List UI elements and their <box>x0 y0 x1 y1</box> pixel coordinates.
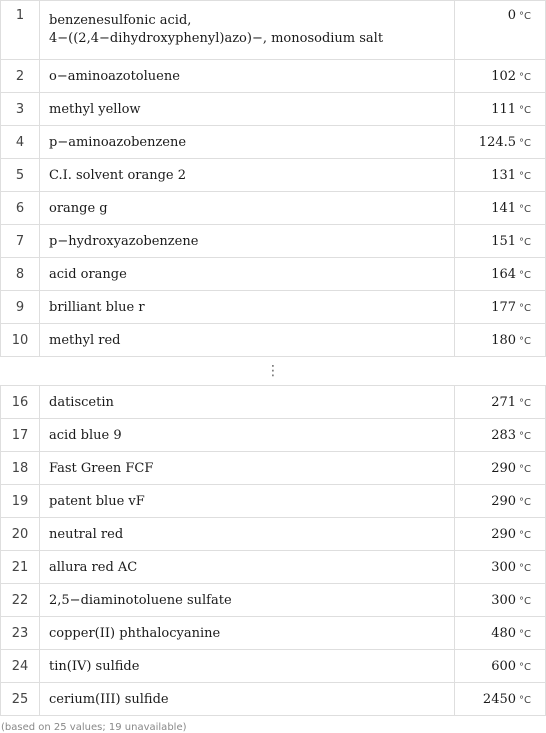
unit-label: °C <box>519 236 531 248</box>
unit-label: °C <box>519 595 531 607</box>
unit-label: °C <box>519 694 531 706</box>
unit-label: °C <box>519 269 531 281</box>
footnote: (based on 25 values; 19 unavailable) <box>1 722 187 733</box>
table-row <box>1 93 546 126</box>
value-number: 124.5 <box>478 134 517 150</box>
table-row <box>1 386 546 419</box>
compound-name: patent blue vF <box>40 485 455 518</box>
compound-name: acid blue 9 <box>40 419 455 452</box>
compound-name: copper(II) phthalocyanine <box>40 617 455 650</box>
value-number: 177 <box>491 299 517 315</box>
compound-name: p−aminoazobenzene <box>40 126 455 159</box>
value-cell <box>455 1 546 60</box>
value-cell <box>455 126 546 159</box>
value-number: 290 <box>491 526 517 542</box>
compound-name-line1: benzenesulfonic acid, <box>49 13 192 28</box>
value-cell <box>455 225 546 258</box>
value-cell <box>455 192 546 225</box>
table-row <box>1 518 546 551</box>
value-number: 111 <box>491 101 517 117</box>
value-number: 283 <box>491 427 517 443</box>
table-row <box>1 419 546 452</box>
row-index: 17 <box>1 419 40 452</box>
rows-omitted-ellipsis: ⋮ <box>266 363 280 379</box>
row-index: 25 <box>1 683 40 716</box>
table-row <box>1 126 546 159</box>
value-cell <box>455 617 546 650</box>
unit-label: °C <box>519 529 531 541</box>
table-row <box>1 324 546 357</box>
row-index: 20 <box>1 518 40 551</box>
value-cell <box>455 584 546 617</box>
value-number: 480 <box>491 625 517 641</box>
row-index: 5 <box>1 159 40 192</box>
value-cell <box>455 518 546 551</box>
table-row <box>1 650 546 683</box>
row-index: 7 <box>1 225 40 258</box>
value-number: 180 <box>491 332 517 348</box>
value-number: 600 <box>491 658 517 674</box>
value-cell <box>455 452 546 485</box>
value-cell <box>455 159 546 192</box>
table-row <box>1 60 546 93</box>
data-table-bottom <box>0 385 546 716</box>
value-number: 300 <box>491 592 517 608</box>
value-number: 290 <box>491 493 517 509</box>
value-cell <box>455 485 546 518</box>
compound-name: brilliant blue r <box>40 291 455 324</box>
unit-label: °C <box>519 71 531 83</box>
value-number: 141 <box>491 200 517 216</box>
row-index: 16 <box>1 386 40 419</box>
row-index: 9 <box>1 291 40 324</box>
value-cell <box>455 419 546 452</box>
table-row <box>1 551 546 584</box>
compound-name: datiscetin <box>40 386 455 419</box>
unit-label: °C <box>519 463 531 475</box>
unit-label: °C <box>519 335 531 347</box>
row-index: 18 <box>1 452 40 485</box>
row-index: 4 <box>1 126 40 159</box>
table-row <box>1 452 546 485</box>
compound-name: neutral red <box>40 518 455 551</box>
row-index: 23 <box>1 617 40 650</box>
compound-name: C.I. solvent orange 2 <box>40 159 455 192</box>
value-cell <box>455 683 546 716</box>
compound-name: acid orange <box>40 258 455 291</box>
value-cell <box>455 551 546 584</box>
value-cell <box>455 291 546 324</box>
row-index: 19 <box>1 485 40 518</box>
table-row <box>1 291 546 324</box>
unit-label: °C <box>519 137 531 149</box>
row-index: 1 <box>1 1 40 60</box>
row-index: 24 <box>1 650 40 683</box>
row-index: 3 <box>1 93 40 126</box>
data-table-top <box>0 0 546 357</box>
table-row <box>1 1 546 60</box>
value-number: 131 <box>491 167 517 183</box>
unit-label: °C <box>519 496 531 508</box>
unit-label: °C <box>519 203 531 215</box>
compound-name: methyl red <box>40 324 455 357</box>
row-index: 8 <box>1 258 40 291</box>
value-cell <box>455 386 546 419</box>
table-row <box>1 159 546 192</box>
table-row <box>1 617 546 650</box>
unit-label: °C <box>519 11 531 22</box>
value-number: 290 <box>491 460 517 476</box>
value-number: 102 <box>491 68 517 84</box>
row-index: 21 <box>1 551 40 584</box>
row-index: 6 <box>1 192 40 225</box>
value-cell <box>455 324 546 357</box>
unit-label: °C <box>519 562 531 574</box>
compound-name: p−hydroxyazobenzene <box>40 225 455 258</box>
table-row <box>1 258 546 291</box>
row-index: 2 <box>1 60 40 93</box>
unit-label: °C <box>519 397 531 409</box>
value-cell <box>455 60 546 93</box>
unit-label: °C <box>519 628 531 640</box>
unit-label: °C <box>519 661 531 673</box>
row-index: 10 <box>1 324 40 357</box>
table-row <box>1 485 546 518</box>
compound-name: tin(IV) sulfide <box>40 650 455 683</box>
unit-label: °C <box>519 302 531 314</box>
value-number: 300 <box>491 559 517 575</box>
unit-label: °C <box>519 170 531 182</box>
table-row <box>1 683 546 716</box>
value-number: 271 <box>491 394 517 410</box>
compound-name: orange g <box>40 192 455 225</box>
compound-name: cerium(III) sulfide <box>40 683 455 716</box>
compound-name: allura red AC <box>40 551 455 584</box>
compound-name <box>40 1 455 60</box>
unit-label: °C <box>519 104 531 116</box>
row-index: 22 <box>1 584 40 617</box>
value-cell <box>455 650 546 683</box>
table-row <box>1 584 546 617</box>
compound-name-line2: 4−((2,4−dihydroxyphenyl)azo)−, monosodium salt <box>49 31 384 46</box>
table-row <box>1 192 546 225</box>
compound-name: methyl yellow <box>40 93 455 126</box>
compound-name: 2,5−diaminotoluene sulfate <box>40 584 455 617</box>
compound-name: Fast Green FCF <box>40 452 455 485</box>
value-number: 151 <box>491 233 517 249</box>
table-row <box>1 225 546 258</box>
value-cell <box>455 258 546 291</box>
value-number: 2450 <box>482 691 517 707</box>
value-cell <box>455 93 546 126</box>
compound-name: o−aminoazotoluene <box>40 60 455 93</box>
value-number: 0 <box>507 8 517 23</box>
unit-label: °C <box>519 430 531 442</box>
value-number: 164 <box>491 266 517 282</box>
